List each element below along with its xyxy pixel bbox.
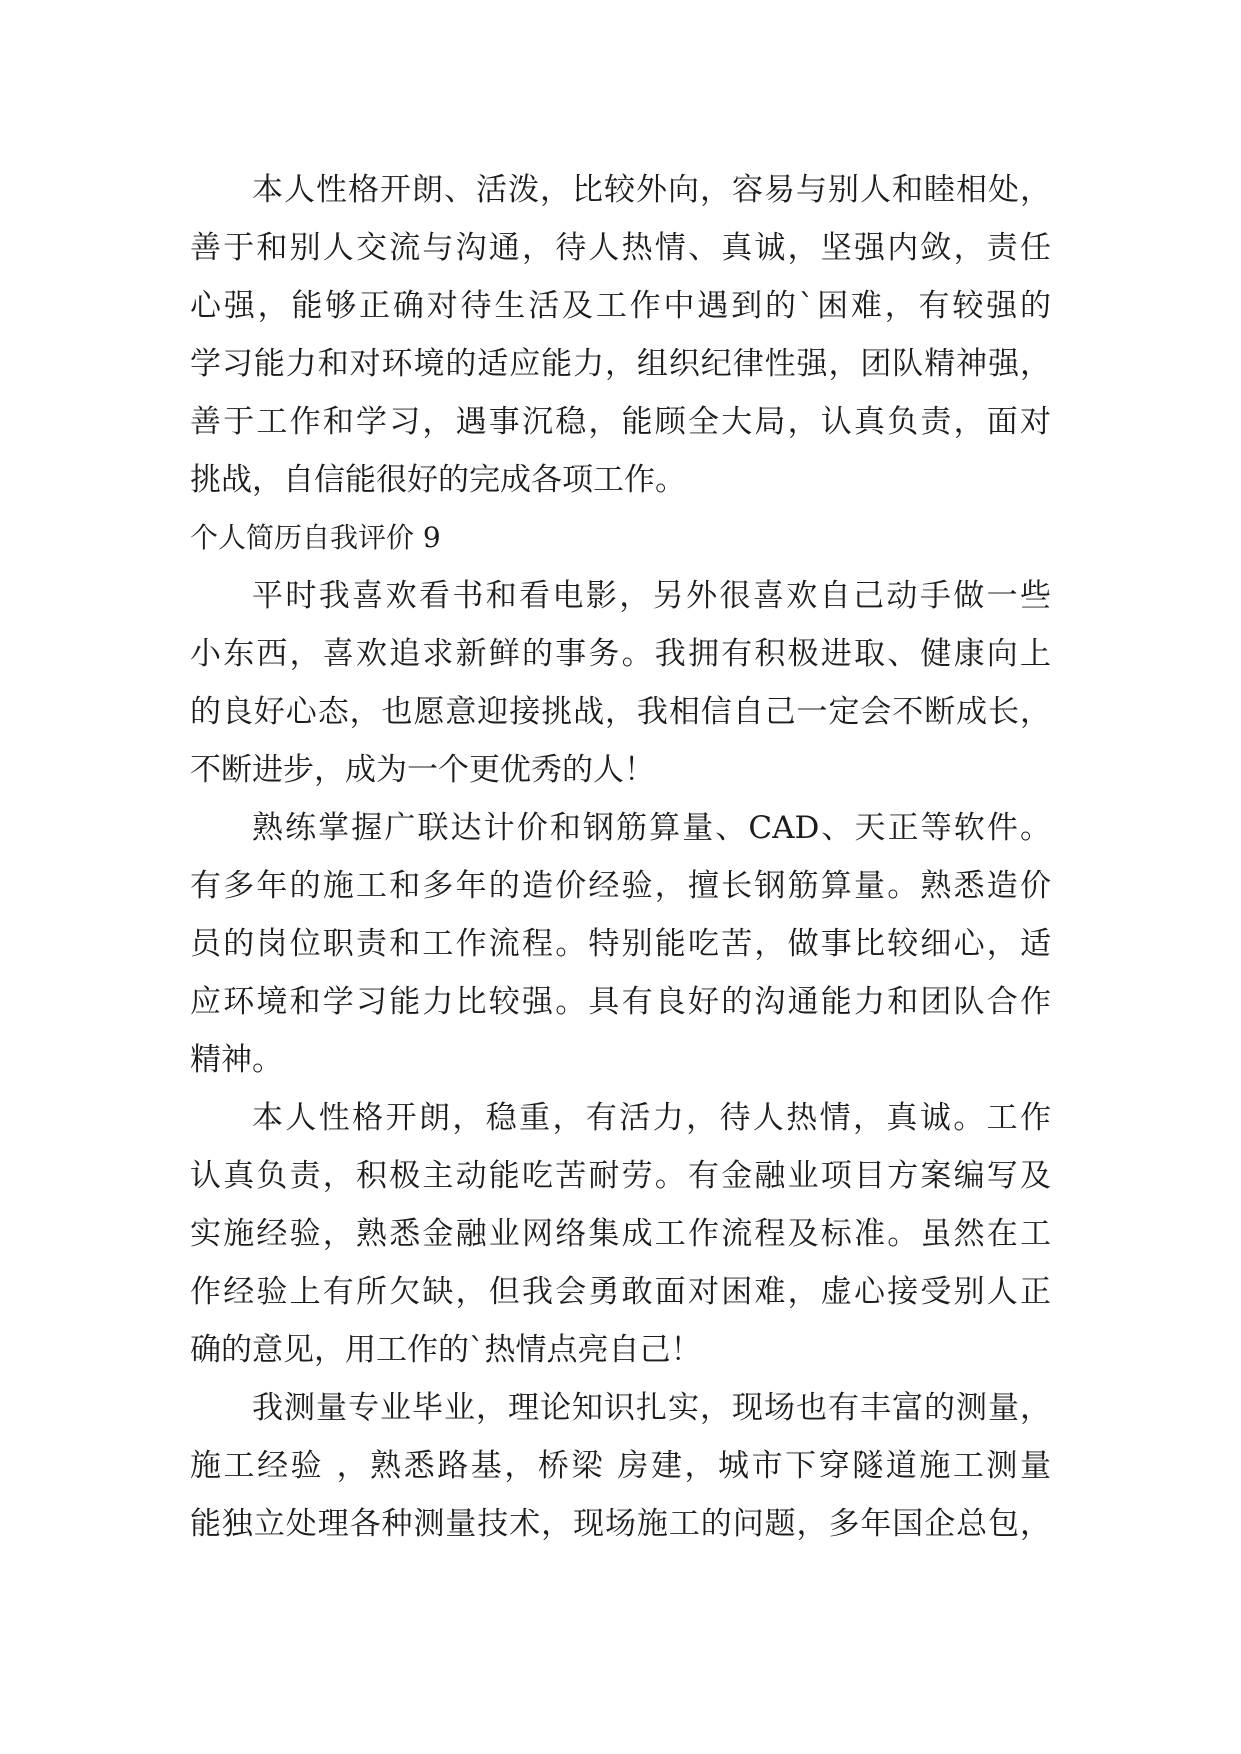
text-line: 本人性格开朗、活泼，比较外向，容易与别人和睦相处， bbox=[252, 172, 1051, 208]
text-line: 挑战，自信能很好的完成各项工作。 bbox=[190, 462, 686, 498]
paragraph bbox=[190, 799, 1051, 1089]
text-line: 心强，能够正确对待生活及工作中遇到的`困难，有较强的 bbox=[190, 288, 1051, 324]
text-line: 有多年的施工和多年的造价经验，擅长钢筋算量。熟悉造价 bbox=[190, 868, 1051, 904]
text-line: 善于和别人交流与沟通，待人热情、真诚，坚强内敛，责任 bbox=[190, 230, 1051, 266]
text-line: 平时我喜欢看书和看电影，另外很喜欢自己动手做一些 bbox=[252, 578, 1051, 614]
text-line: 精神。 bbox=[190, 1042, 283, 1078]
section-heading: 个人简历自我评价 9 bbox=[190, 521, 441, 554]
text-line: 员的岗位职责和工作流程。特别能吃苦，做事比较细心，适 bbox=[190, 926, 1051, 962]
text-line: 作经验上有所欠缺，但我会勇敢面对困难，虚心接受别人正 bbox=[190, 1274, 1051, 1310]
paragraph bbox=[190, 1379, 1051, 1553]
text-line: 小东西，喜欢追求新鲜的事务。我拥有积极进取、健康向上 bbox=[190, 636, 1051, 672]
text-line: 应环境和学习能力比较强。具有良好的沟通能力和团队合作 bbox=[190, 984, 1051, 1020]
paragraph bbox=[190, 161, 1051, 509]
text-line: 认真负责，积极主动能吃苦耐劳。有金融业项目方案编写及 bbox=[190, 1158, 1051, 1194]
document-body bbox=[190, 161, 1051, 1553]
text-line: 的良好心态，也愿意迎接挑战，我相信自己一定会不断成长， bbox=[190, 694, 1051, 730]
text-line: 善于工作和学习，遇事沉稳，能顾全大局，认真负责，面对 bbox=[190, 404, 1051, 440]
text-line: 本人性格开朗，稳重，有活力，待人热情，真诚。工作 bbox=[252, 1100, 1051, 1136]
text-line: 熟练掌握广联达计价和钢筋算量、CAD、天正等软件。 bbox=[252, 810, 1051, 846]
text-line: 我测量专业毕业，理论知识扎实，现场也有丰富的测量， bbox=[252, 1390, 1051, 1426]
text-line: 实施经验，熟悉金融业网络集成工作流程及标准。虽然在工 bbox=[190, 1216, 1051, 1252]
text-line: 能独立处理各种测量技术，现场施工的问题，多年国企总包， bbox=[190, 1506, 1051, 1542]
text-line: 不断进步，成为一个更优秀的人！ bbox=[190, 752, 655, 788]
text-line: 确的意见，用工作的`热情点亮自己！ bbox=[190, 1332, 702, 1368]
paragraph bbox=[190, 567, 1051, 799]
paragraph bbox=[190, 1089, 1051, 1379]
text-line: 学习能力和对环境的适应能力，组织纪律性强，团队精神强， bbox=[190, 346, 1051, 382]
text-line: 施工经验 ，熟悉路基，桥梁 房建，城市下穿隧道施工测量 bbox=[190, 1448, 1051, 1484]
